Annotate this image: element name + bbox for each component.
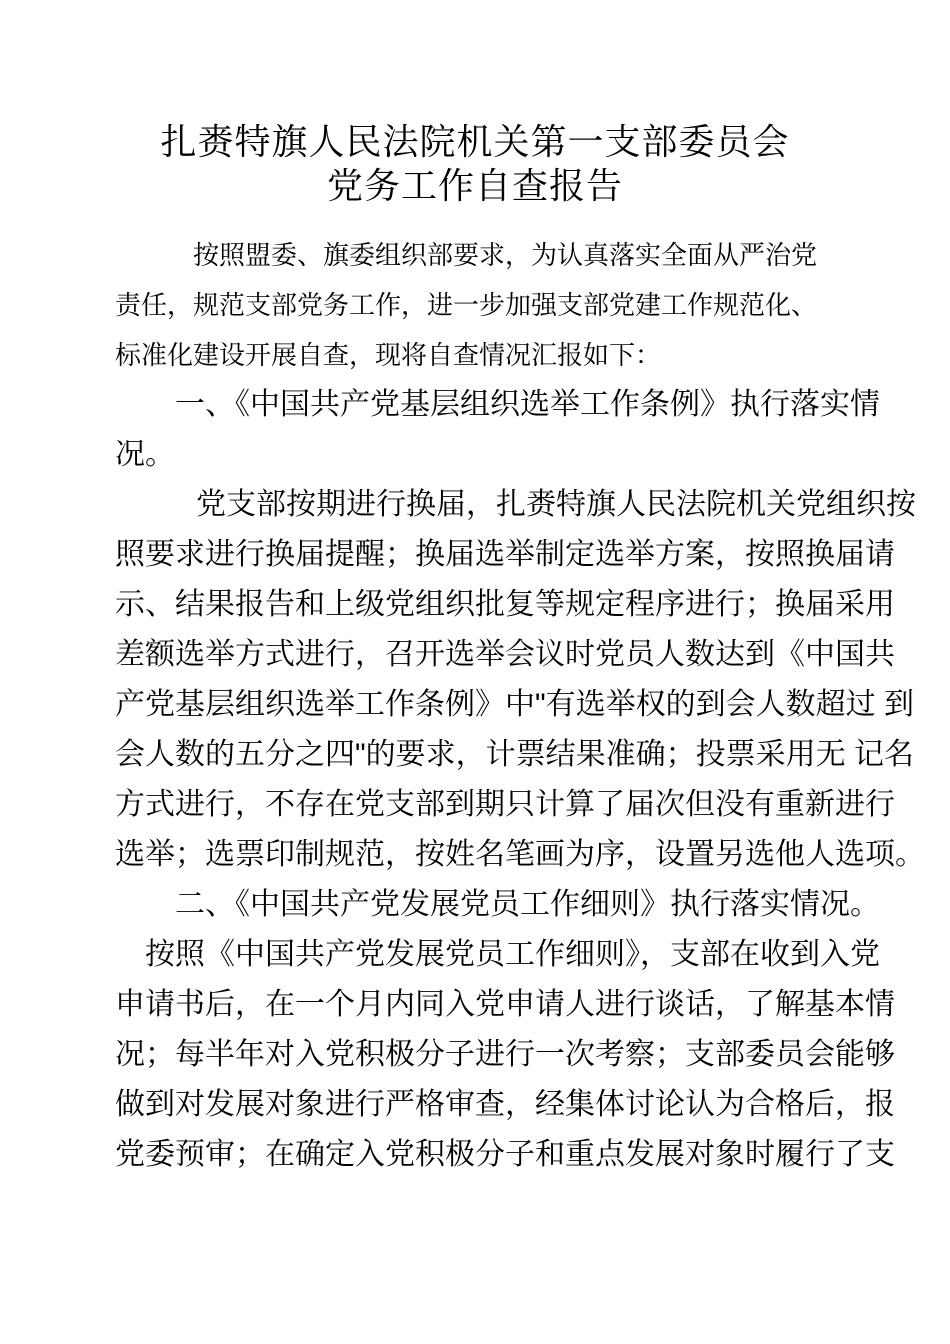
document-title <box>0 120 950 208</box>
document-title-line-2: 党务工作自查报告 <box>326 166 623 206</box>
text-line: 选举；选票印制规范，按姓名笔画为序，设置另选他人选项。 <box>115 838 925 871</box>
text-line: 况；每半年对入党积极分子进行一次考察；支部委员会能够 <box>115 1038 895 1071</box>
text-line: 二、《中国共产党发展党员工作细则》执行落实情况。 <box>175 888 880 921</box>
text-line: 申请书后，在一个月内同入党申请人进行谈话，了解基本情 <box>115 988 895 1021</box>
text-line: 按照盟委、旗委组织部要求，为认真落实全面从严治党 <box>193 240 818 270</box>
text-line: 党委预审；在确定入党积极分子和重点发展对象时履行了支 <box>115 1138 895 1171</box>
section-heading <box>115 880 935 930</box>
text-line: 产党基层组织选举工作条例》中"有选举权的到会人数超过 到 <box>115 688 914 721</box>
text-line: 党支部按期进行换届，扎赉特旗人民法院机关党组织按 <box>196 488 916 521</box>
document-title-line-1: 扎赉特旗人民法院机关第一支部委员会 <box>160 122 790 162</box>
text-line: 示、结果报告和上级党组织批复等规定程序进行；换届采用 <box>115 588 895 621</box>
text-line: 差额选举方式进行，召开选举会议时党员人数达到《中国共 <box>115 638 895 671</box>
text-line: 会人数的五分之四"的要求，计票结果准确；投票采用无 记名 <box>115 738 914 771</box>
text-line: 方式进行，不存在党支部到期只计算了届次但没有重新进行 <box>115 788 895 821</box>
text-line: 做到对发展对象进行严格审查，经集体讨论认为合格后，报 <box>115 1088 895 1121</box>
intro-paragraph <box>115 230 935 380</box>
text-line: 照要求进行换届提醒；换届选举制定选举方案，按照换届请 <box>115 538 895 571</box>
text-line: 标准化建设开展自查，现将自查情况汇报如下： <box>115 340 662 370</box>
body-paragraph <box>115 930 935 1180</box>
text-line: 责任，规范支部党务工作，进一步加强支部党建工作规范化、 <box>115 290 818 320</box>
text-line: 况。 <box>115 438 175 471</box>
text-line: 一、《中国共产党基层组织选举工作条例》执行落实情 <box>175 388 880 421</box>
text-line: 按照《中国共产党发展党员工作细则》，支部在收到入党 <box>145 938 880 971</box>
section-heading <box>115 380 935 480</box>
document-body <box>115 230 935 1180</box>
body-paragraph <box>115 480 935 880</box>
